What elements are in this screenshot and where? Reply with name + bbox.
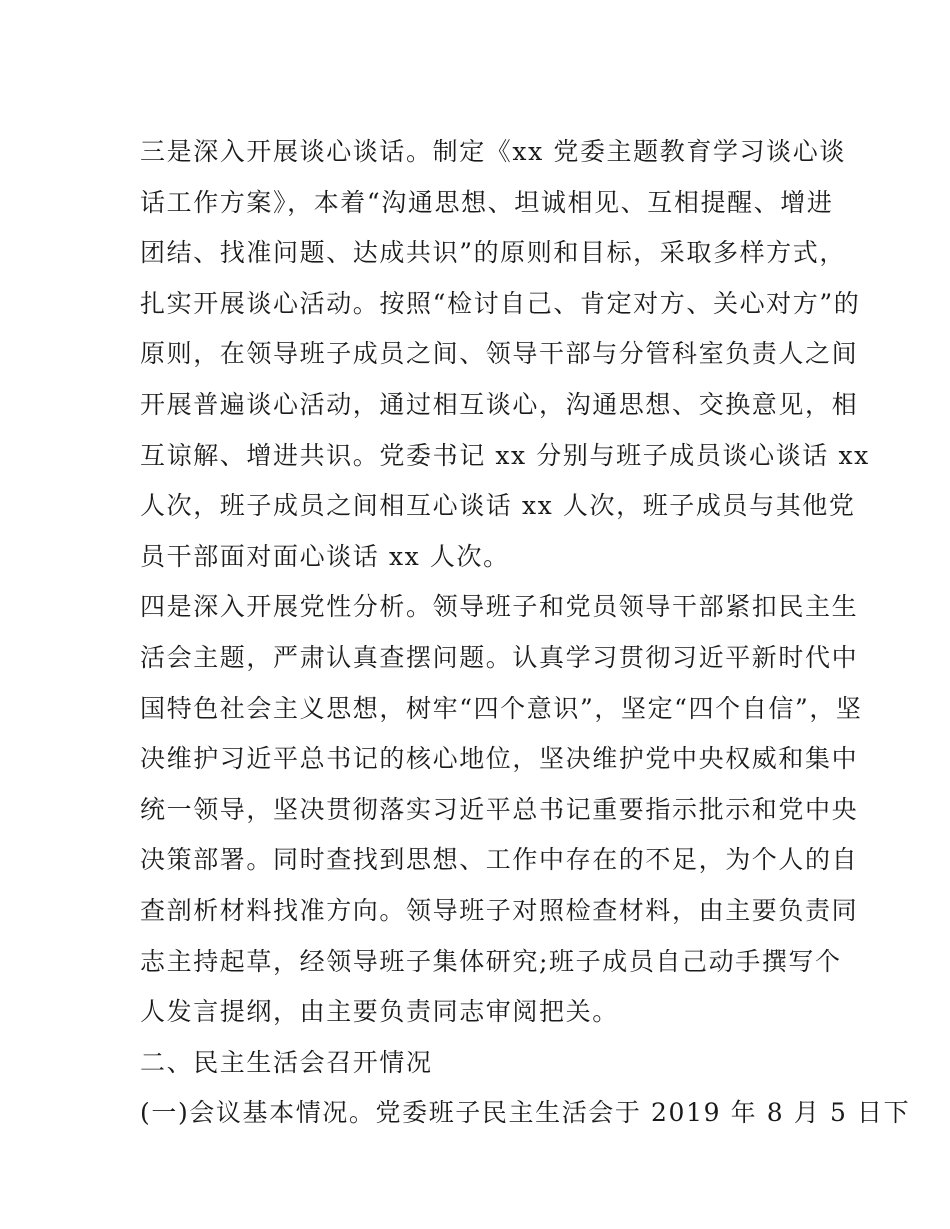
text-line: 人发言提纲，由主要负责同志审阅把关。 [140, 997, 619, 1027]
heading-text: 二、民主生活会召开情况 [140, 1047, 433, 1077]
text-line: 志主持起草，经领导班子集体研究;班子成员自己动手撰写个 [140, 946, 842, 976]
text-line: 统一领导，坚决贯彻落实习近平总书记重要指示批示和党中央 [140, 794, 859, 824]
text-line: 扎实开展谈心活动。按照“检讨自己、肯定对方、关心对方”的 [140, 288, 861, 318]
text-line: 人次，班子成员之间相互心谈话 xx 人次，班子成员与其他党 [140, 491, 856, 521]
text-line: 活会主题，严肃认真查摆问题。认真学习贯彻习近平新时代中 [140, 642, 859, 672]
text-line: 国特色社会主义思想，树牢“四个意识”，坚定“四个自信”，坚 [140, 693, 863, 723]
text-line: (一)会议基本情况。党委班子民主生活会于 2019 年 8 月 5 日下 [140, 1098, 911, 1128]
section-heading [140, 1038, 816, 1089]
text-line: 原则，在领导班子成员之间、领导干部与分管科室负责人之间 [140, 339, 859, 369]
text-line: 互谅解、增进共识。党委书记 xx 分别与班子成员谈心谈话 xx [140, 440, 870, 470]
paragraph-party-spirit-analysis [140, 582, 863, 1037]
paragraph-heart-to-heart-talks [140, 127, 870, 582]
paragraph-meeting-basics [140, 1088, 911, 1139]
text-line: 查剖析材料找准方向。领导班子对照检查材料，由主要负责同 [140, 895, 859, 925]
text-line: 开展普遍谈心活动，通过相互谈心，沟通思想、交换意见，相 [140, 389, 859, 419]
text-line: 四是深入开展党性分析。领导班子和党员领导干部紧扣民主生 [140, 592, 859, 622]
text-line: 决策部署。同时查找到思想、工作中存在的不足，为个人的自 [140, 845, 859, 875]
text-line: 三是深入开展谈心谈话。制定《xx 党委主题教育学习谈心谈 [140, 137, 846, 166]
text-line: 员干部面对面心谈话 xx 人次。 [140, 541, 510, 571]
document-body [140, 127, 911, 1139]
text-line: 话工作方案》，本着“沟通思想、坦诚相见、互相提醒、增进 [140, 187, 834, 217]
text-line: 决维护习近平总书记的核心地位，坚决维护党中央权威和集中 [140, 744, 859, 774]
text-line: 团结、找准问题、达成共识”的原则和目标，采取多样方式， [140, 238, 846, 268]
